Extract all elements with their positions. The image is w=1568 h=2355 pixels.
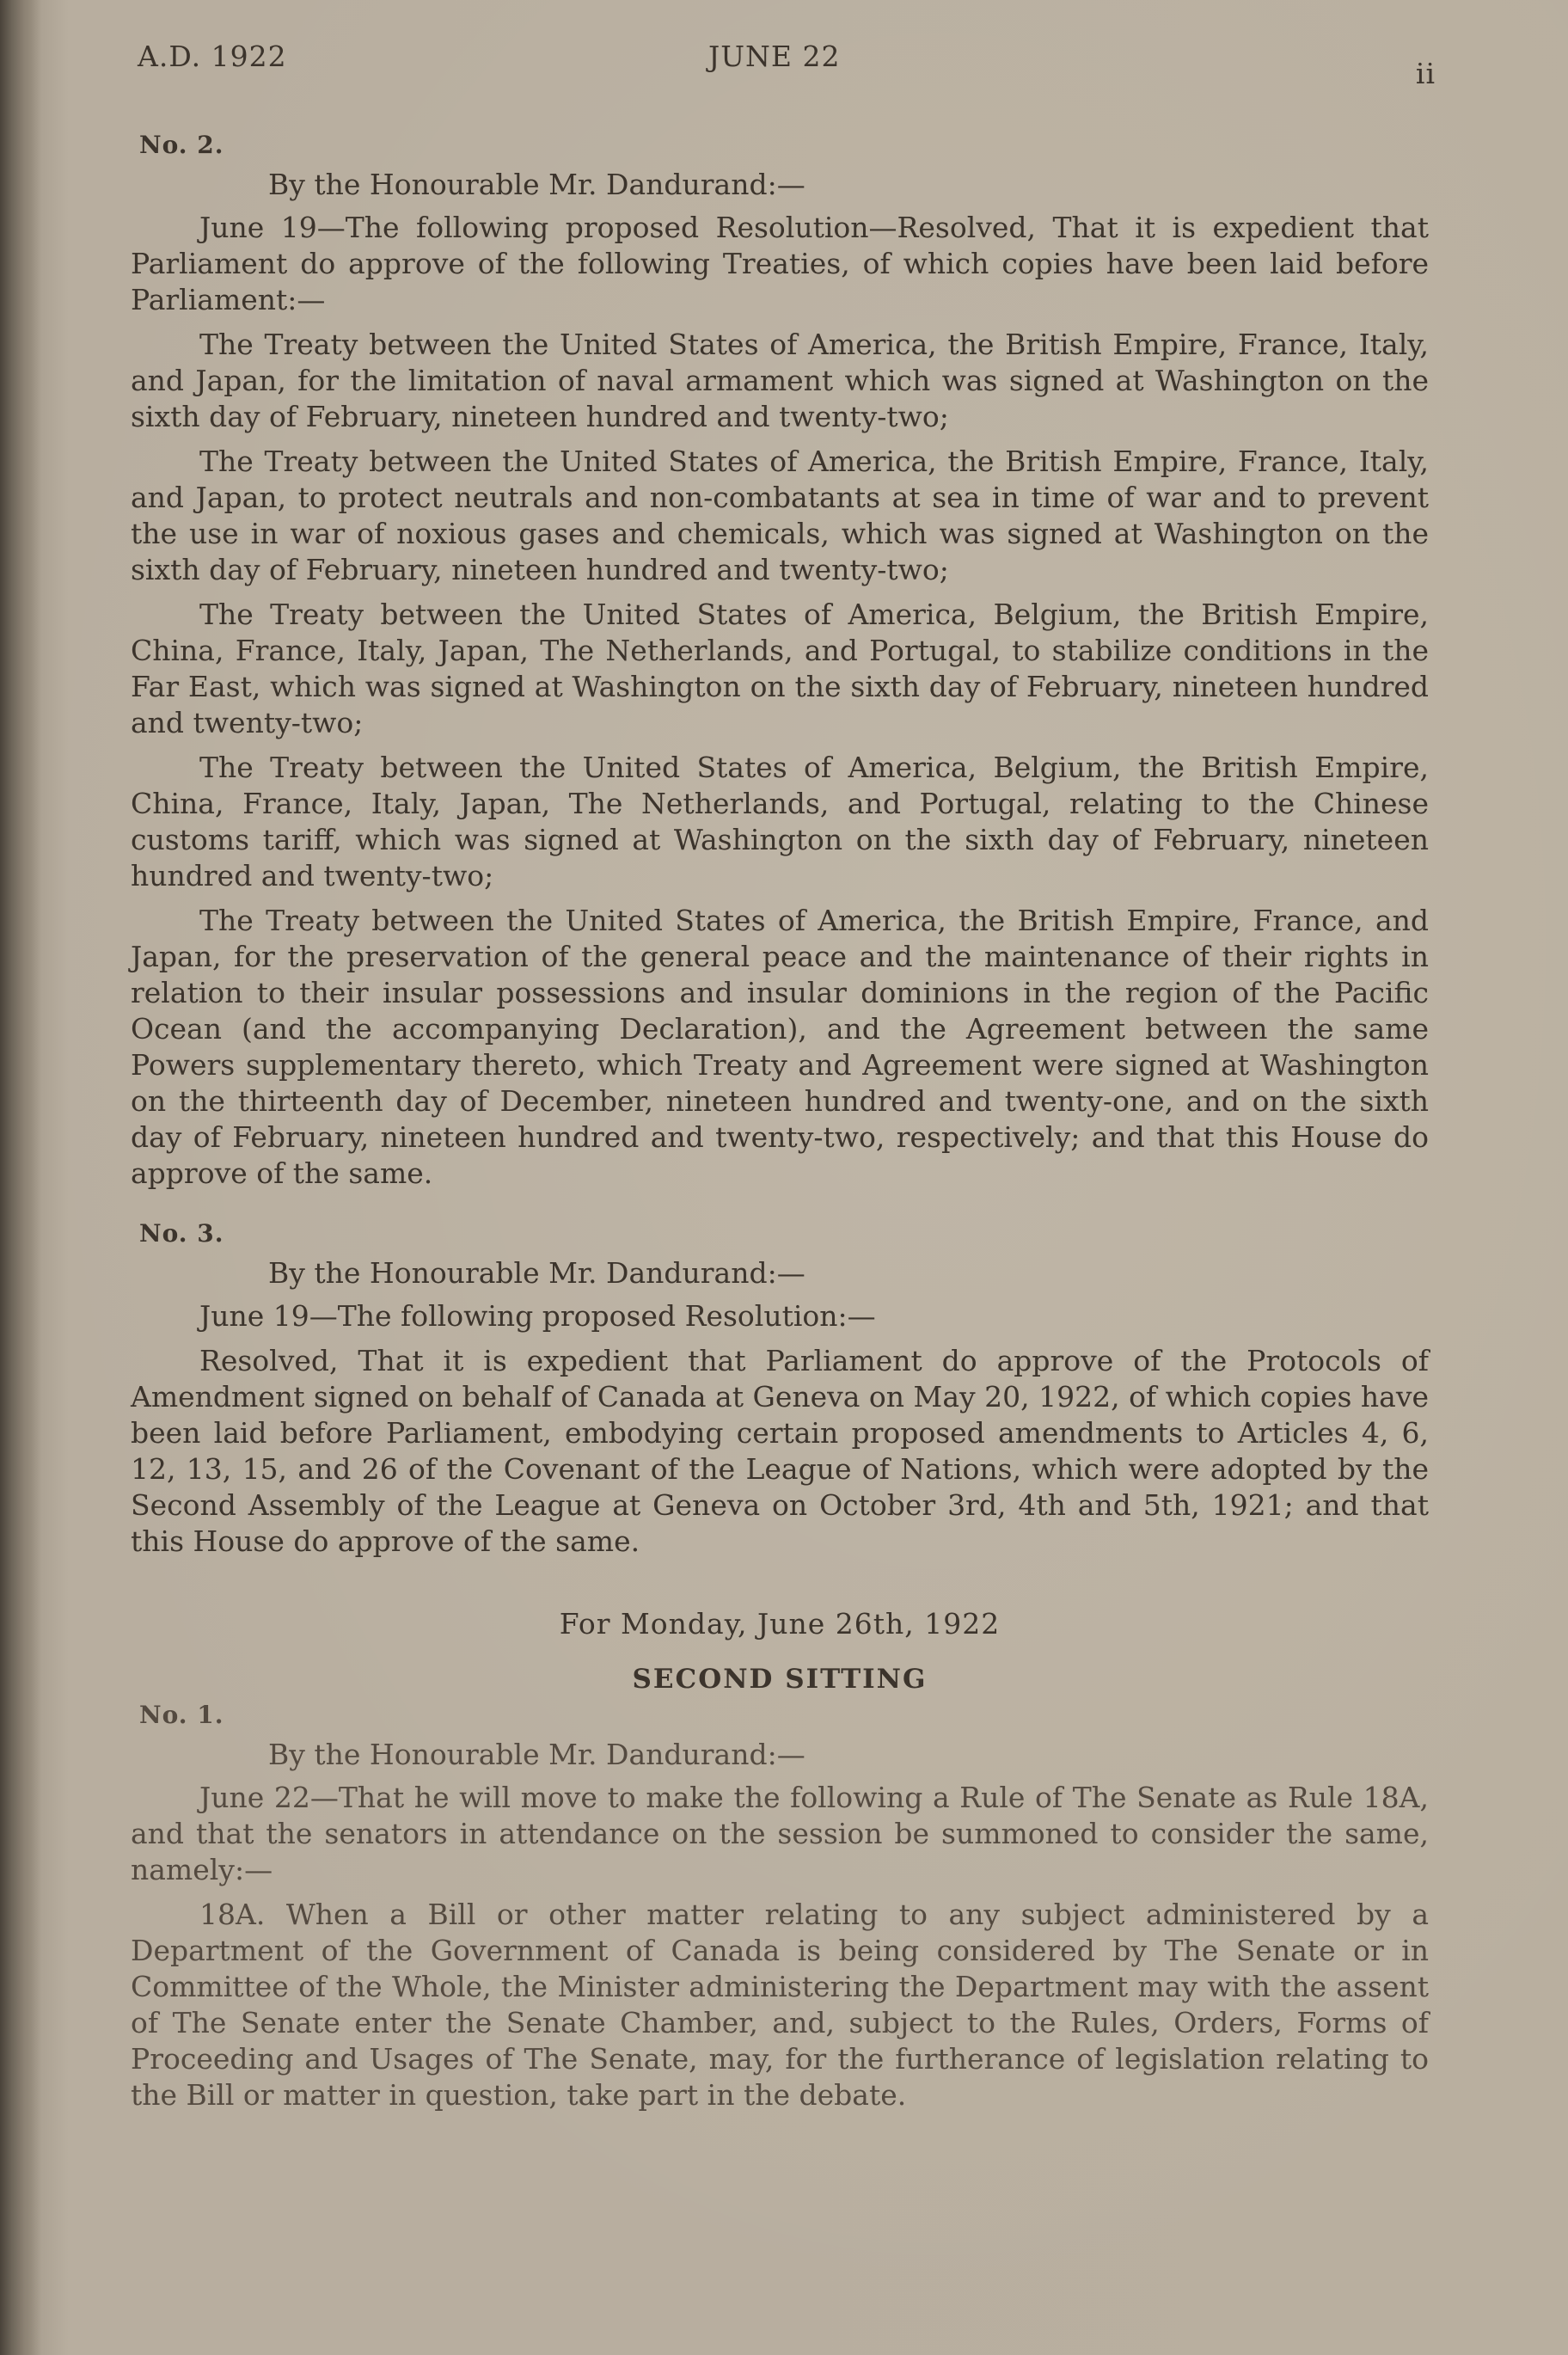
mover-line: By the Honourable Mr. Dandurand:— — [268, 168, 805, 201]
paragraph: The Treaty between the United States of America, the British Empire, France, and Japan, for the preservation of the general peace and the maintenance of their rights in relation to their insular possessions and insular dominions in the region of the Pacific Ocean (and the accompanying Declaration), and the Agreement between the same Powers supplementary thereto, which Treaty and Agreement were signed at Washington on the thirteenth day of December, nineteen hundred and twenty-one, and on the sixth day of February, nineteen hundred and twenty-two, respectively; and that this House do approve of the same. — [131, 904, 1429, 1190]
paragraph: The Treaty between the United States of America, the British Empire, France, Italy, and Japan, to protect neutrals and non-combatants at sea in time of war and to prevent the use in war of noxious gases and chemicals, which was signed at Washington on the sixth day of February, nineteen hundred and twenty-two; — [131, 445, 1429, 586]
paragraph: The Treaty between the United States of America, the British Empire, France, Italy, and Japan, for the limitation of naval armament which was signed at Washington on the sixth day of February, nineteen hundred and twenty-two; — [131, 328, 1429, 433]
date-heading: For Monday, June 26th, 1922 — [559, 1607, 1001, 1641]
paragraph: 18A. When a Bill or other matter relating to any subject administered by a Department of the Government of Canada is being considered by The Senate or in Committee of the Whole, the Minister administering the Department may with the assent of The Senate enter the Senate Chamber, and, subject to the Rules, Orders, Forms of Proceeding and Usages of The Senate, may, for the furtherance of legislation relating to the Bill or matter in question, take part in the debate. — [131, 1898, 1429, 2112]
sitting-heading: SECOND SITTING — [632, 1664, 928, 1695]
paragraph: June 19—The following proposed Resolution—Resolved, That it is expedient that Parliament do approve of the following Treaties, of which copies have been laid before Parliament:— — [131, 211, 1429, 316]
item-no-3 — [131, 1216, 1429, 1560]
page-content — [131, 127, 1429, 2122]
mover-line: By the Honourable Mr. Dandurand:— — [268, 1738, 805, 1771]
item-number: No. 2. — [139, 131, 224, 159]
header-year: A.D. 1922 — [138, 40, 287, 73]
binding-edge — [0, 0, 41, 2355]
page-header — [138, 40, 1436, 91]
paragraph: Resolved, That it is expedient that Parliament do approve of the Protocols of Amendment signed on behalf of Canada at Geneva on May 20, 1922, of which copies have been laid before Parliament, embodying certain proposed amendments to Articles 4, 6, 12, 13, 15, and 26 of the Covenant of the League of Nations, which were adopted by the Second Assembly of the League at Geneva on October 3rd, 4th and 5th, 1921; and that this House do approve of the same. — [131, 1344, 1430, 1558]
item-no-1 — [131, 1697, 1429, 2113]
page-number: ii — [1415, 57, 1436, 90]
sitting-section — [131, 1606, 1429, 1697]
paragraph: June 22—That he will move to make the following a Rule of The Senate as Rule 18A, and that the senators in attendance on the session be summoned to consider the same, namely:— — [131, 1781, 1429, 1886]
item-no-2 — [131, 127, 1429, 1192]
header-date: JUNE 22 — [708, 40, 841, 73]
paragraph: The Treaty between the United States of America, Belgium, the British Empire, China, France, Italy, Japan, The Netherlands, and Portugal, relating to the Chinese customs tariff, which was signed at Washington on the sixth day of February, nineteen hundred and twenty-two; — [131, 751, 1429, 892]
paragraph: The Treaty between the United States of America, Belgium, the British Empire, China, France, Italy, Japan, The Netherlands, and Portugal, to stabilize conditions in the Far East, which was signed at Washington on the sixth day of February, nineteen hundred and twenty-two; — [131, 598, 1429, 739]
paragraph: June 19—The following proposed Resolution:— — [199, 1299, 876, 1333]
item-number: No. 1. — [139, 1701, 224, 1729]
item-number: No. 3. — [139, 1219, 224, 1248]
mover-line: By the Honourable Mr. Dandurand:— — [268, 1256, 805, 1290]
